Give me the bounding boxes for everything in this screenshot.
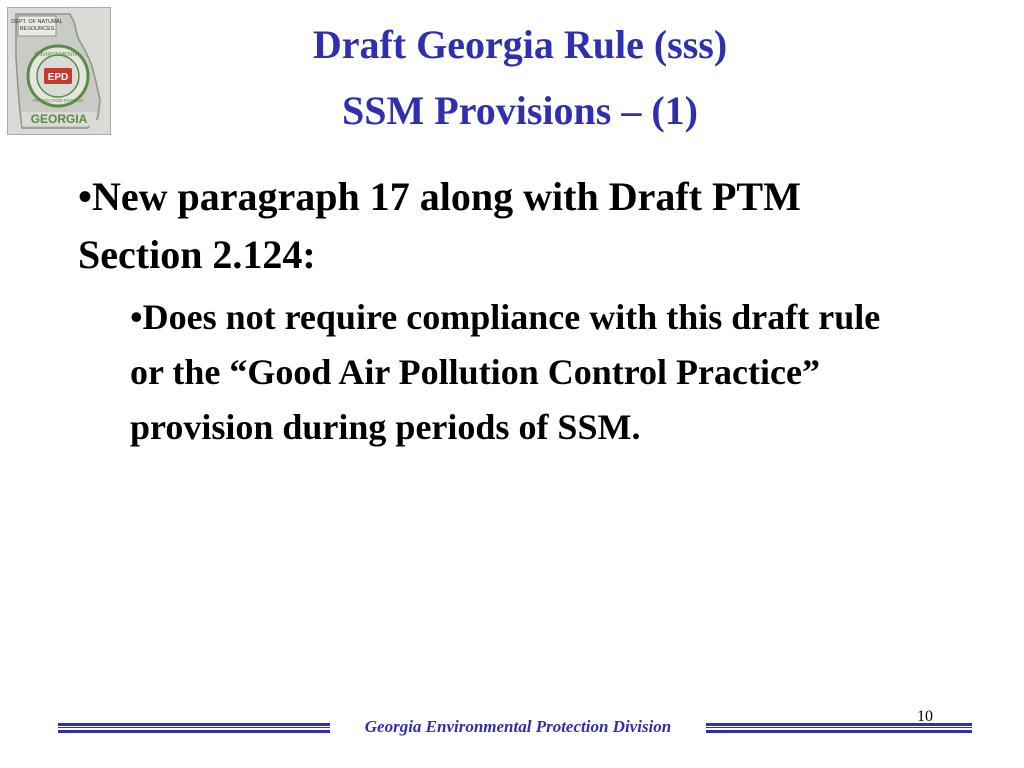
bullet-level1: •New paragraph 17 along with Draft PTM Section 2.124: [78, 174, 801, 277]
georgia-epd-logo [7, 7, 111, 135]
page-number: 10 [917, 708, 933, 725]
slide-title-line2: SSM Provisions – (1) [342, 88, 698, 133]
bullet-level2: •Does not require compliance with this draft rule or the “Good Air Pollution Control Practice” provision during periods of SSM. [130, 297, 881, 447]
footer-rule-left [58, 723, 330, 733]
logo-dept-line2: RESOURCES [19, 26, 55, 32]
logo-dept-line1: DEPT. OF NATURAL [11, 19, 63, 25]
slide-title-line1: Draft Georgia Rule (sss) [312, 22, 728, 67]
logo-ring-bottom: PROTECTION DIVISION [32, 98, 84, 103]
logo-ring-top: ENVIRONMENTAL [34, 52, 82, 58]
logo-center-text: EPD [47, 72, 69, 83]
logo-georgia-text: GEORGIA [30, 112, 88, 126]
footer-text: Georgia Environmental Protection Division [364, 717, 672, 736]
